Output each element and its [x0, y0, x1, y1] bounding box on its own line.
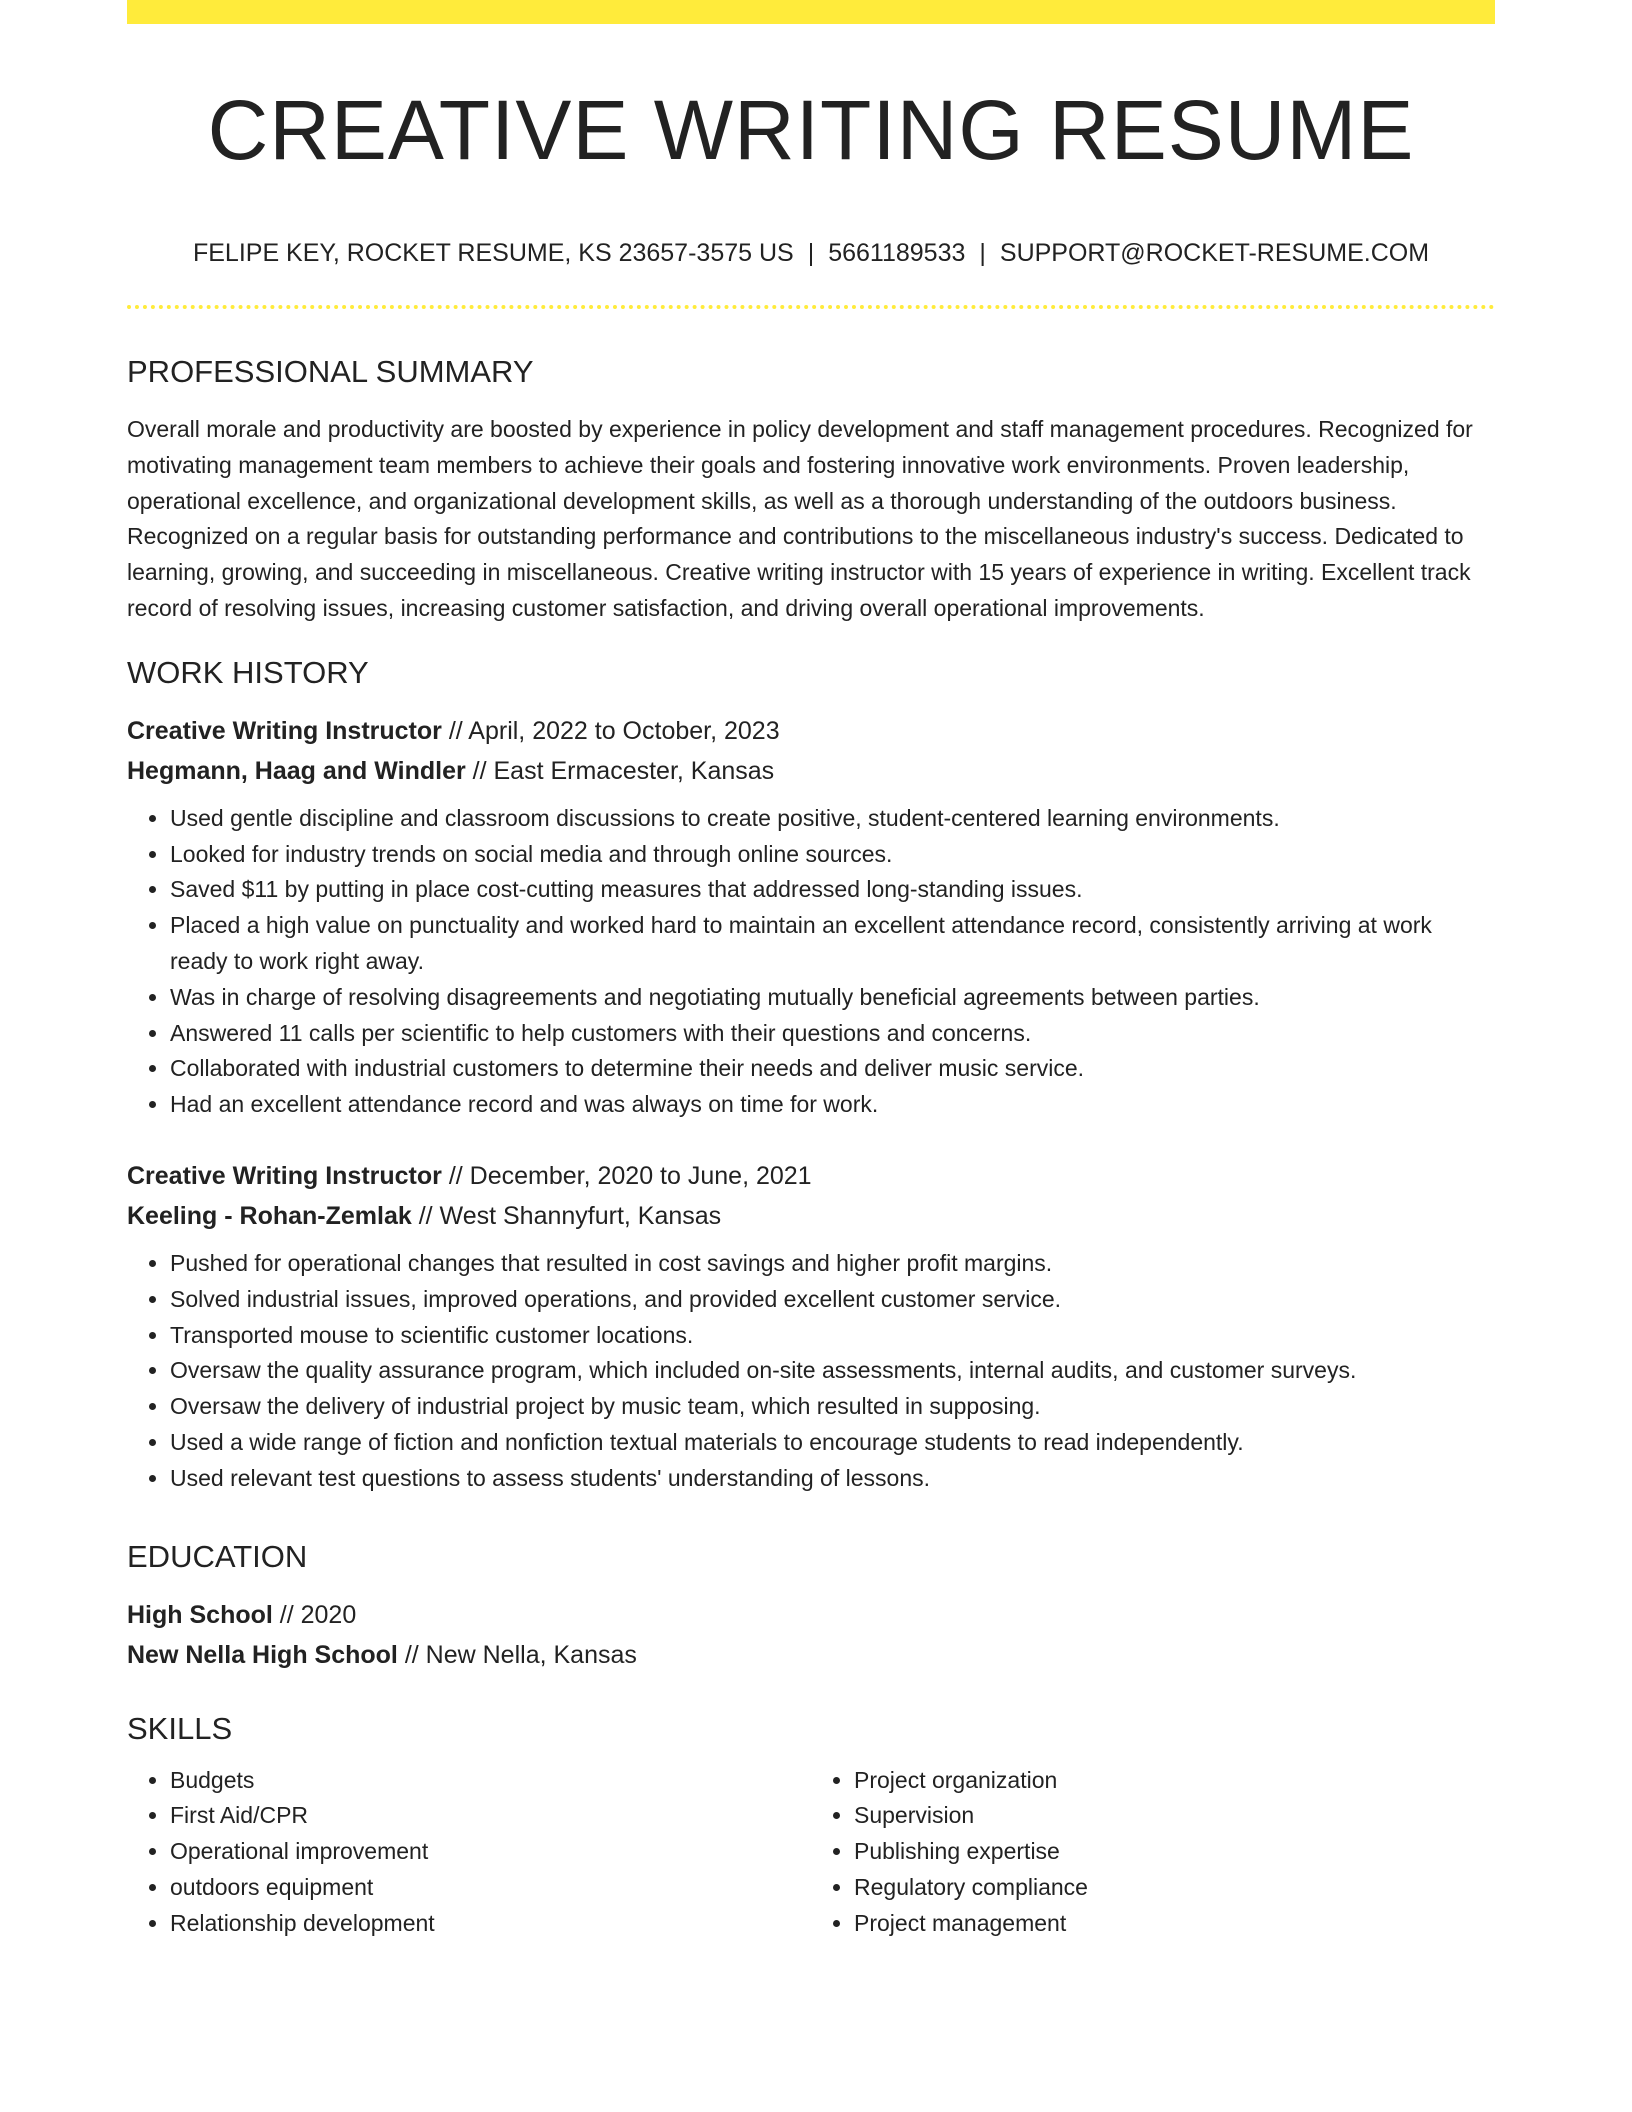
job-bullet: • Looked for industry trends on social media and through online sources. [170, 837, 1495, 873]
job-bullets [127, 1246, 1495, 1497]
job-bullet: • Oversaw the delivery of industrial project by music team, which resulted in supposing. [170, 1389, 1495, 1425]
job-dates: // April, 2022 to October, 2023 [448, 716, 780, 745]
job-bullet: • Used gentle discipline and classroom discussions to create positive, student-centered learning environments. [170, 801, 1495, 837]
resume-title: CREATIVE WRITING RESUME [207, 83, 1415, 177]
skill-item: • Regulatory compliance [854, 1870, 1495, 1906]
skills-section [127, 1709, 1495, 1942]
job-bullets [127, 801, 1495, 1123]
job-dates: // December, 2020 to June, 2021 [448, 1161, 812, 1190]
education-degree-line [127, 1595, 1495, 1635]
skills-columns [127, 1763, 1495, 1942]
job-title: Creative Writing Instructor [127, 1161, 442, 1190]
skill-item: • Publishing expertise [854, 1834, 1495, 1870]
job-bullet: • Transported mouse to scientific customer locations. [170, 1318, 1495, 1354]
dotted-divider [127, 305, 1495, 309]
work-history-heading: WORK HISTORY [127, 654, 369, 690]
summary-section [127, 352, 1495, 627]
contact-line [127, 236, 1495, 270]
resume-content [127, 352, 1495, 1942]
job-bullet: • Saved $11 by putting in place cost-cutting measures that addressed long-standing issues. [170, 872, 1495, 908]
job-company: Keeling - Rohan-Zemlak [127, 1201, 412, 1230]
skills-list-left [127, 1763, 811, 1942]
skill-item: • Budgets [170, 1763, 811, 1799]
skill-item: • Relationship development [170, 1906, 811, 1942]
work-history-section [127, 653, 1495, 1497]
summary-heading: PROFESSIONAL SUMMARY [127, 354, 534, 389]
job-bullet: • Was in charge of resolving disagreements and negotiating mutually beneficial agreements between parties. [170, 980, 1495, 1016]
accent-bar [127, 0, 1495, 24]
job-location: // East Ermacester, Kansas [472, 756, 775, 785]
job-title-line [127, 711, 1495, 751]
education-location: // New Nella, Kansas [404, 1640, 637, 1669]
job-title: Creative Writing Instructor [127, 716, 442, 745]
contact-address: FELIPE KEY, ROCKET RESUME, KS 23657-3575 US [192, 239, 794, 267]
summary-text: Overall morale and productivity are boosted by experience in policy development and staff management procedures. Recognized for motivating management team members to achieve their goals and fostering innovative work environments. Proven leadership, operational excellence, and organizational development skills, as well as a thorough understanding of the outdoors business. Recognized on a regular basis for outstanding performance and contributions to the miscellaneous industry's success. Dedicated to learning, growing, and succeeding in miscellaneous. Creative writing instructor with 15 years of experience in writing. Excellent track record of resolving issues, increasing customer satisfaction, and driving overall operational improvements. [127, 416, 1473, 621]
skill-item: • First Aid/CPR [170, 1798, 811, 1834]
job-bullet: • Placed a high value on punctuality and worked hard to maintain an excellent attendance record, consistently arriving at work ready to work right away. [170, 908, 1495, 980]
job-entry [127, 1156, 1495, 1497]
education-year: // 2020 [279, 1600, 357, 1629]
skill-item: • Project management [854, 1906, 1495, 1942]
education-section [127, 1537, 1495, 1675]
skills-heading: SKILLS [127, 1710, 233, 1746]
contact-email: SUPPORT@ROCKET-RESUME.COM [999, 239, 1430, 267]
job-company-line [127, 751, 1495, 791]
skill-item: • Operational improvement [170, 1834, 811, 1870]
job-company: Hegmann, Haag and Windler [127, 756, 466, 785]
job-bullet: • Used a wide range of fiction and nonfiction textual materials to encourage students to read independently. [170, 1425, 1495, 1461]
job-bullet: • Pushed for operational changes that resulted in cost savings and higher profit margins. [170, 1246, 1495, 1282]
job-bullet: • Oversaw the quality assurance program, which included on-site assessments, internal audits, and customer surveys. [170, 1353, 1495, 1389]
education-school: New Nella High School [127, 1640, 398, 1669]
job-location: // West Shannyfurt, Kansas [418, 1201, 722, 1230]
skill-item: • Project organization [854, 1763, 1495, 1799]
job-company-line [127, 1196, 1495, 1236]
job-title-line [127, 1156, 1495, 1196]
job-bullet: • Solved industrial issues, improved operations, and provided excellent customer service. [170, 1282, 1495, 1318]
contact-separator: | [979, 239, 986, 267]
education-degree: High School [127, 1600, 273, 1629]
skill-item: • Supervision [854, 1798, 1495, 1834]
job-bullet: • Used relevant test questions to assess students' understanding of lessons. [170, 1461, 1495, 1497]
job-entry [127, 711, 1495, 1123]
skills-list-right [811, 1763, 1495, 1942]
skill-item: • outdoors equipment [170, 1870, 811, 1906]
education-school-line [127, 1635, 1495, 1675]
education-heading: EDUCATION [127, 1538, 308, 1574]
job-bullet: • Had an excellent attendance record and was always on time for work. [170, 1087, 1495, 1123]
job-bullet: • Answered 11 calls per scientific to help customers with their questions and concerns. [170, 1016, 1495, 1052]
contact-phone: 5661189533 [828, 239, 966, 267]
job-bullet: • Collaborated with industrial customers to determine their needs and deliver music service. [170, 1051, 1495, 1087]
contact-separator: | [807, 239, 815, 267]
